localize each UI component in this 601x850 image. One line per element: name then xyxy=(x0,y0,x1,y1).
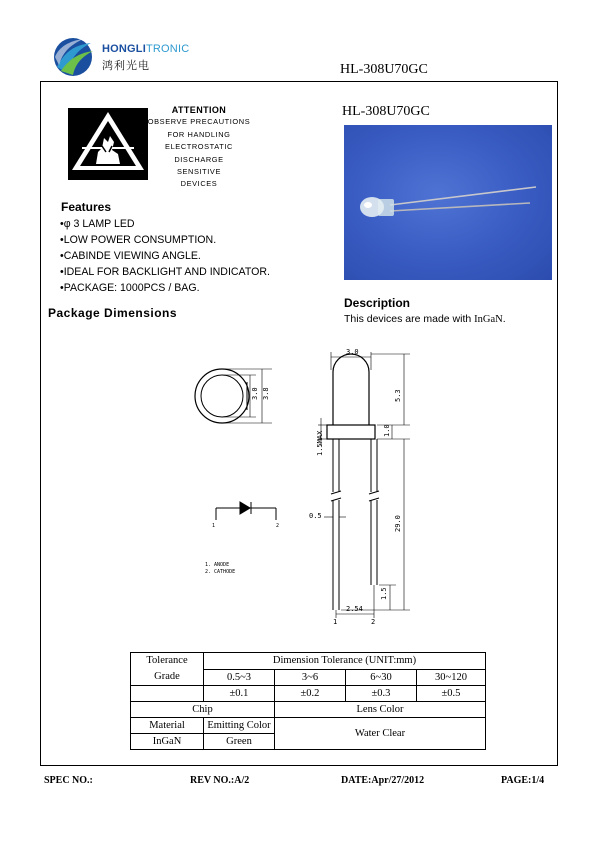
features-list xyxy=(60,216,270,296)
material-label: Material xyxy=(131,718,204,734)
chip-header: Chip xyxy=(131,702,275,718)
dim-pitch: 2.54 xyxy=(346,605,363,613)
tolerance-table xyxy=(130,652,486,750)
diode-pin-1: 1 xyxy=(212,523,216,529)
material-value: InGaN xyxy=(131,734,204,750)
dim-dome-height: 5.3 xyxy=(394,389,402,402)
logo-mark-icon xyxy=(53,37,95,77)
led-flange xyxy=(327,425,375,439)
attention-line: FOR HANDLING xyxy=(167,129,231,139)
description-prefix: This devices are made with xyxy=(344,313,475,325)
tolerance-grade-cell xyxy=(131,653,204,686)
pin-2-label: 2 xyxy=(371,618,376,626)
dim-flange-max: 1.5MAX xyxy=(316,430,324,456)
dim-circle-inner: 3.0 xyxy=(251,387,259,400)
header-part-number: HL-308U70GC xyxy=(340,62,428,77)
attention-block xyxy=(129,104,269,191)
range-cell: 6~30 xyxy=(346,669,417,686)
feature-item: •LOW POWER CONSUMPTION. xyxy=(60,234,217,246)
dimension-tolerance-header: Dimension Tolerance (UNIT:mm) xyxy=(204,653,486,670)
led-lead-anode xyxy=(333,439,339,610)
dim-lead-length: 29.0 xyxy=(394,515,402,532)
tolerance-label: Tolerance xyxy=(146,655,188,666)
features-heading: Features xyxy=(61,200,112,214)
emitting-color-label: Emitting Color xyxy=(204,718,275,734)
product-photo xyxy=(344,125,552,280)
tolerance-value: ±0.3 xyxy=(346,686,417,702)
diode-symbol-icon xyxy=(216,502,276,520)
logo-chinese: 鸿利光电 xyxy=(102,59,150,72)
empty-cell xyxy=(131,686,204,702)
footer-page: PAGE:1/4 xyxy=(501,775,545,786)
feature-item: •PACKAGE: 1000PCS / BAG. xyxy=(60,282,200,294)
description-material: InGaN xyxy=(474,314,503,325)
footer-spec-no: SPEC NO.: xyxy=(44,775,93,786)
dim-lead-offset: 1.5 xyxy=(380,587,388,600)
feature-item: •φ 3 LAMP LED xyxy=(60,218,135,230)
logo-brand-light: TRONIC xyxy=(145,43,190,55)
dim-flange-height: 1.0 xyxy=(383,424,391,437)
led-lead-cathode xyxy=(371,439,377,585)
company-logo xyxy=(53,37,193,77)
lens-color-header: Lens Color xyxy=(275,702,486,718)
range-cell: 0.5~3 xyxy=(204,669,275,686)
top-view-outer xyxy=(195,369,249,423)
legend-anode: 1. ANODE xyxy=(205,562,230,568)
tolerance-value: ±0.1 xyxy=(204,686,275,702)
attention-line: SENSITIVE xyxy=(176,167,221,177)
package-drawing xyxy=(190,340,430,630)
logo-brand-bold: HONGLI xyxy=(102,43,146,55)
description-heading: Description xyxy=(344,296,411,310)
attention-title: ATTENTION xyxy=(171,105,227,115)
attention-line: DISCHARGE xyxy=(174,154,224,164)
dim-top-width: 3.0 xyxy=(346,348,359,356)
tolerance-value: ±0.5 xyxy=(417,686,486,702)
feature-item: •IDEAL FOR BACKLIGHT AND INDICATOR. xyxy=(60,266,270,278)
legend-cathode: 2. CATHODE xyxy=(205,569,236,575)
feature-item: •CABINDE VIEWING ANGLE. xyxy=(60,250,201,262)
dim-circle-outer: 3.8 xyxy=(262,387,270,400)
range-cell: 3~6 xyxy=(275,669,346,686)
grade-label: Grade xyxy=(154,671,180,682)
footer-date: DATE:Apr/27/2012 xyxy=(341,775,425,786)
product-title: HL-308U70GC xyxy=(342,104,430,119)
dim-lead-width: 0.5 xyxy=(309,512,322,520)
tolerance-value: ±0.2 xyxy=(275,686,346,702)
attention-line: ELECTROSTATIC xyxy=(165,142,233,152)
package-heading: Package Dimensions xyxy=(48,306,178,320)
range-cell: 30~120 xyxy=(417,669,486,686)
led-dome xyxy=(333,354,369,425)
pin-1-label: 1 xyxy=(333,618,338,626)
footer-rev-no: REV NO.:A/2 xyxy=(190,775,250,786)
description-suffix: . xyxy=(502,313,506,325)
attention-line: OBSERVE PRECAUTIONS xyxy=(147,117,251,127)
description-text xyxy=(344,313,506,325)
lens-color-value: Water Clear xyxy=(275,718,486,750)
diode-pin-2: 2 xyxy=(276,523,280,529)
top-view-inner xyxy=(201,375,243,417)
attention-line: DEVICES xyxy=(180,179,218,189)
emitting-color-value: Green xyxy=(204,734,275,750)
